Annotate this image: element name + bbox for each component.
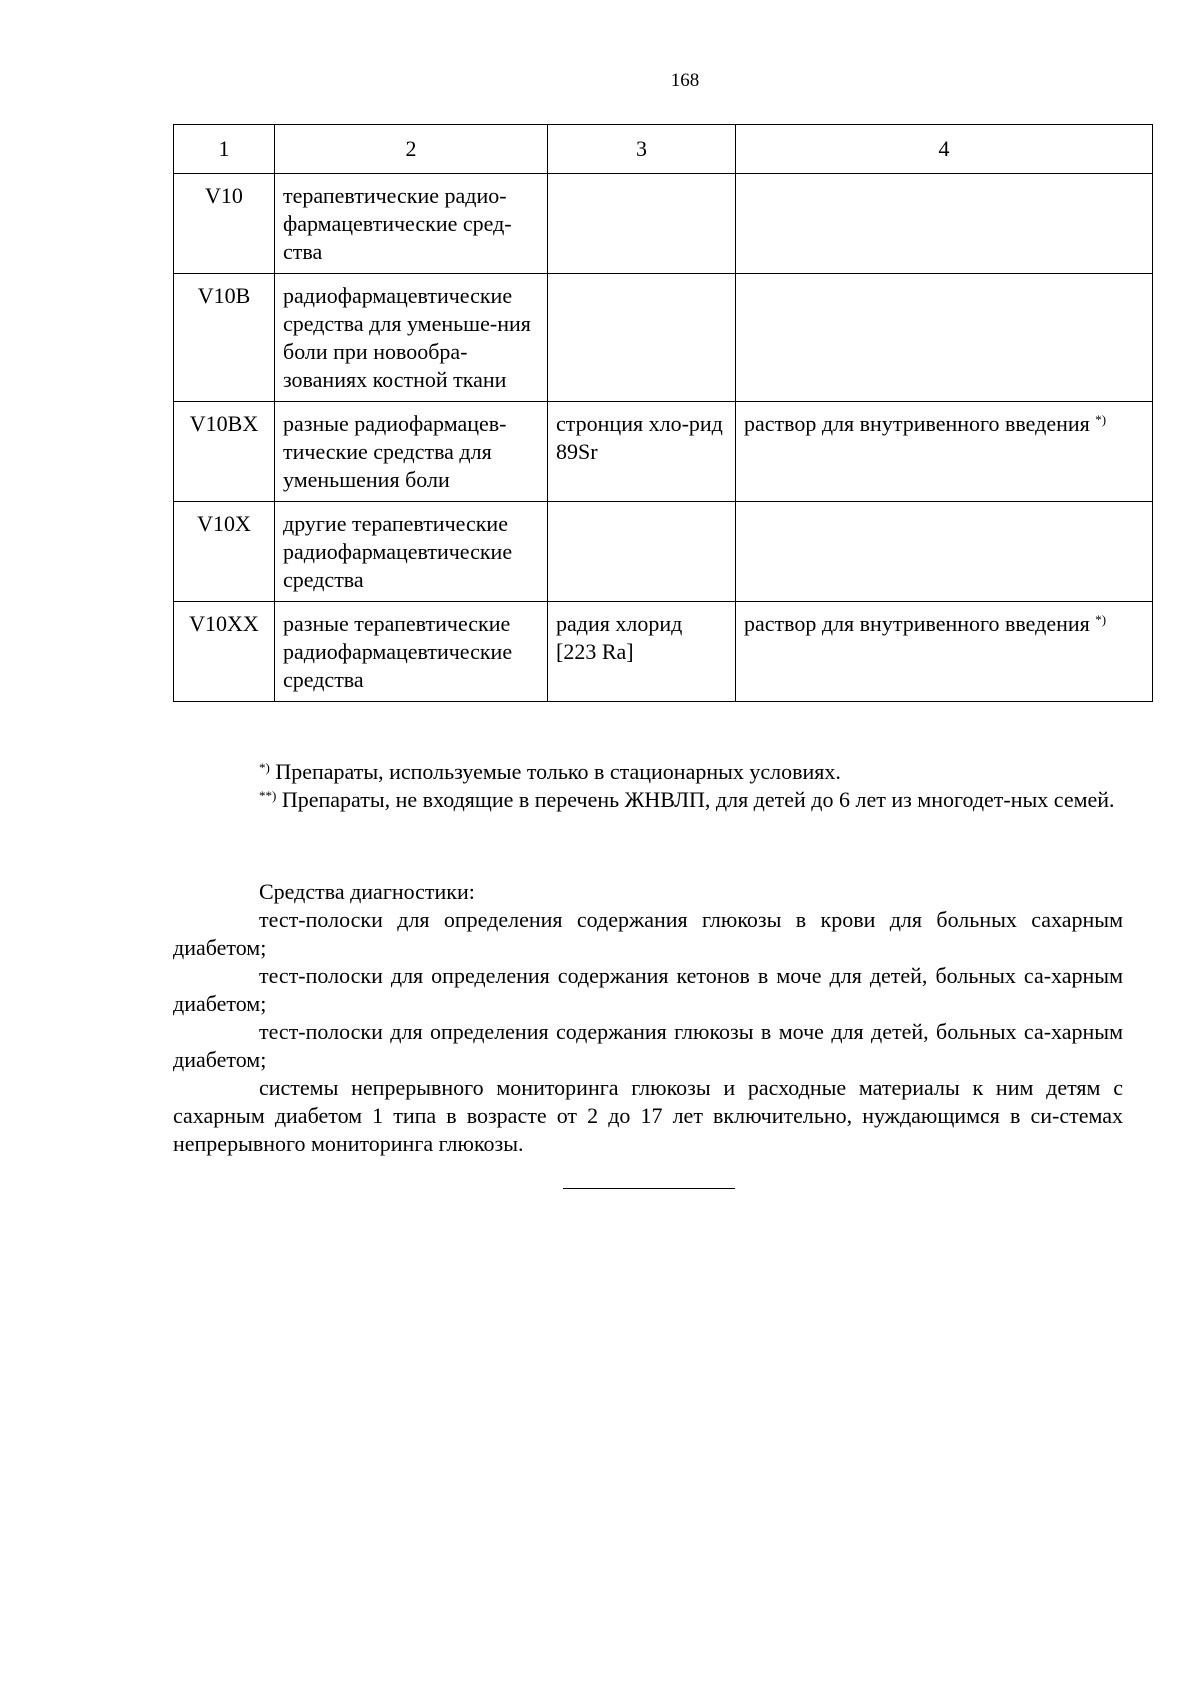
- group-cell: другие терапевтические радиофармацевтические средства: [275, 502, 548, 602]
- form-text: раствор для внутривенного введения: [744, 611, 1090, 636]
- table-row: [174, 274, 1153, 402]
- table-row: [174, 174, 1153, 274]
- atc-code-cell: V10XX: [174, 602, 275, 702]
- page-number: 168: [670, 70, 700, 91]
- group-cell: разные терапевтические радиофармацевтические средства: [275, 602, 548, 702]
- form-text: раствор для внутривенного введения: [744, 411, 1090, 436]
- atc-code-cell: V10: [174, 174, 275, 274]
- group-cell: радиофармацевтические средства для уменьше-ния боли при новообра-зованиях костной ткани: [275, 274, 548, 402]
- footnote-mark: *): [1095, 612, 1107, 627]
- footnote: [173, 786, 1123, 814]
- atc-code-cell: V10B: [174, 274, 275, 402]
- form-cell: [736, 174, 1153, 274]
- footnote: [173, 758, 1123, 786]
- header-col-1: 1: [174, 125, 275, 174]
- substance-cell: радия хлорид [223 Ra]: [548, 602, 736, 702]
- header-col-4: 4: [736, 125, 1153, 174]
- table-row: [174, 602, 1153, 702]
- drug-table: [173, 124, 1153, 702]
- table-row: [174, 502, 1153, 602]
- footnote-mark: *): [259, 760, 270, 775]
- diagnostics-item: тест-полоски для определения содержания кетонов в моче для детей, больных са-харным диабетом;: [173, 963, 1123, 1016]
- diagnostics-item: тест-полоски для определения содержания глюкозы в крови для больных сахарным диабетом;: [173, 907, 1123, 960]
- end-divider: [563, 1188, 735, 1189]
- table-row: [174, 402, 1153, 502]
- form-cell: [736, 602, 1153, 702]
- footnote-mark: *): [1095, 412, 1107, 427]
- substance-cell: [548, 502, 736, 602]
- substance-cell: [548, 174, 736, 274]
- form-cell: [736, 274, 1153, 402]
- footnote-text: Препараты, используемые только в стационарных условиях.: [269, 759, 841, 784]
- header-col-3: 3: [548, 125, 736, 174]
- diagnostics-title: Средства диагностики:: [259, 879, 475, 904]
- footnotes: [173, 758, 1123, 814]
- footnote-text: Препараты, не входящие в перечень ЖНВЛП, для детей до 6 лет из многодет-ных семей.: [276, 787, 1115, 812]
- atc-code-cell: V10BX: [174, 402, 275, 502]
- form-cell: [736, 502, 1153, 602]
- atc-code-cell: V10X: [174, 502, 275, 602]
- diagnostics-section: [173, 878, 1123, 1158]
- footnote-mark: **): [259, 788, 277, 803]
- header-col-2: 2: [275, 125, 548, 174]
- substance-cell: [548, 274, 736, 402]
- group-cell: разные радиофармацев-тические средства для уменьшения боли: [275, 402, 548, 502]
- substance-cell: стронция хло-рид 89Sr: [548, 402, 736, 502]
- table-header-row: [174, 125, 1153, 174]
- diagnostics-item: тест-полоски для определения содержания глюкозы в моче для детей, больных са-харным диабетом;: [173, 1019, 1123, 1072]
- form-cell: [736, 402, 1153, 502]
- diagnostics-item: системы непрерывного мониторинга глюкозы и расходные материалы к ним детям с сахарным диабетом 1 типа в возрасте от 2 до 17 лет включительно, нуждающимся в си-стемах непрерывного мониторинга глюкозы.: [173, 1075, 1123, 1156]
- group-cell: терапевтические радио-фармацевтические сред-ства: [275, 174, 548, 274]
